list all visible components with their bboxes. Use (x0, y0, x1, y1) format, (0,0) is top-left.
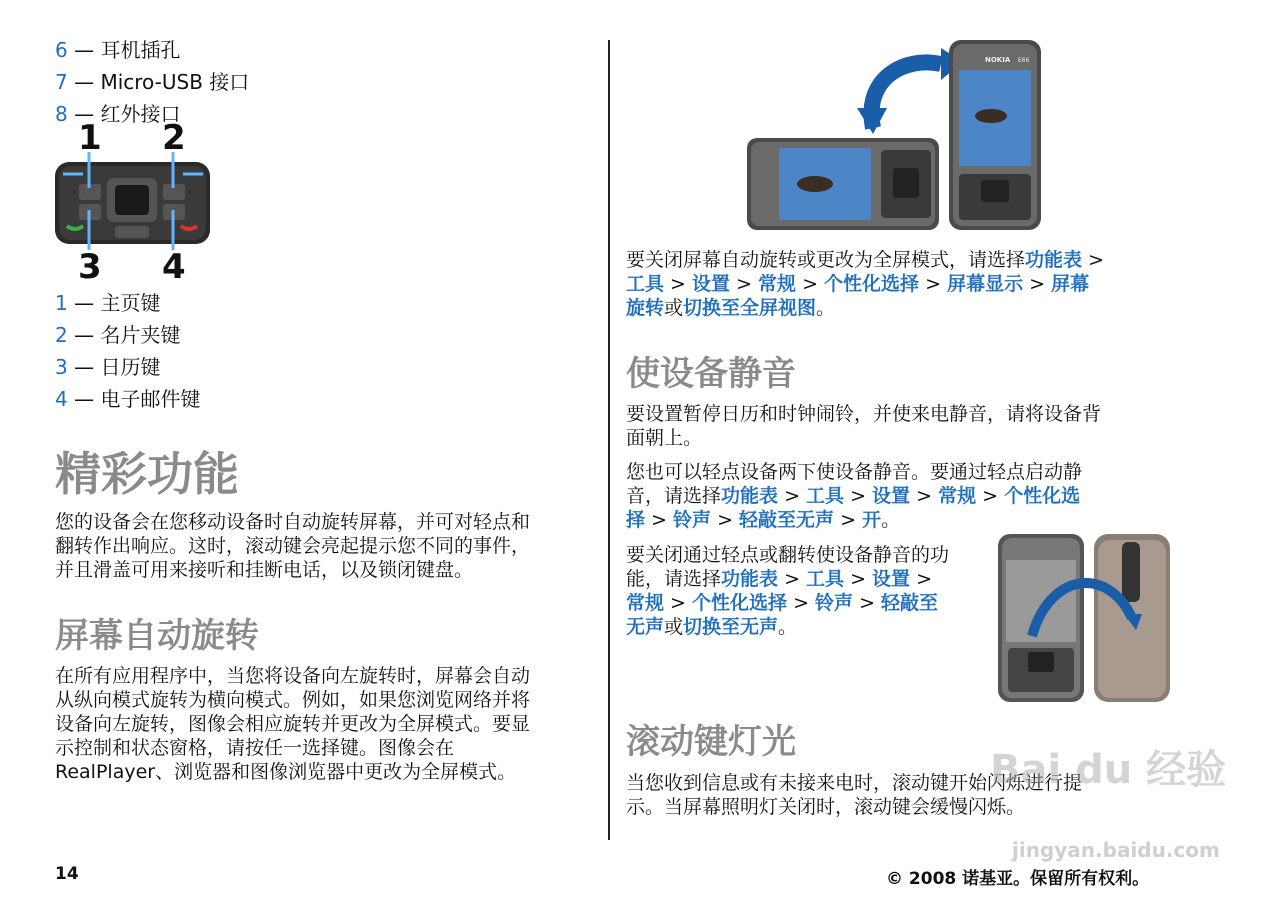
menu-link-personalize[interactable]: 个性化选 (1004, 485, 1081, 507)
key-number: 1 (55, 291, 68, 315)
key-number: 3 (55, 355, 68, 379)
keypad-number-3: 3 (78, 247, 102, 287)
text-line (626, 248, 1104, 272)
watermark-url: jingyan.baidu.com (1012, 838, 1220, 862)
key-item-4 (55, 387, 200, 411)
menu-link-tones[interactable]: 铃声 (673, 509, 712, 531)
menu-link-settings[interactable]: 设置 (872, 568, 911, 590)
text-line (626, 615, 949, 639)
dash: — (67, 355, 101, 379)
text-line: 当您收到信息或有未接来电时，滚动键开始闪烁进行提 (626, 772, 1083, 794)
text: 能，请选择 (626, 568, 722, 590)
separator: > (834, 509, 863, 531)
separator: > (1023, 273, 1052, 295)
rotate-setting-paragraph (626, 248, 1104, 320)
separator: > (787, 592, 816, 614)
port-label: Micro-USB 接口 (100, 70, 250, 94)
text-line: 您也可以轻点设备两下使设备静音。要通过轻点启动静 (626, 461, 1083, 483)
menu-link-settings[interactable]: 设置 (692, 273, 731, 295)
menu-link-functions[interactable]: 功能表 (1025, 249, 1083, 271)
text-line (626, 296, 1104, 320)
features-paragraph (55, 510, 530, 582)
keypad-number-1: 1 (78, 118, 102, 158)
menu-link-fullscreen[interactable]: 切换至全屏视图 (683, 297, 817, 319)
separator: > (919, 273, 948, 295)
dash: — (67, 38, 101, 62)
menu-link-tones[interactable]: 铃声 (815, 592, 854, 614)
key-number: 2 (55, 323, 68, 347)
key-label: 日历键 (100, 355, 161, 379)
port-label: 耳机插孔 (100, 38, 181, 62)
keypad-number-2: 2 (162, 118, 186, 158)
separator: > (910, 485, 939, 507)
menu-link-tap-silence[interactable]: 轻敲至无声 (739, 509, 835, 531)
text-line (626, 591, 949, 615)
menu-link-general[interactable]: 常规 (626, 592, 665, 614)
key-item-3 (55, 355, 160, 379)
phone-model-label: E66 (1018, 57, 1030, 64)
separator: > (778, 485, 807, 507)
menu-link-personalize-cont[interactable]: 择 (626, 509, 646, 531)
silence-paragraph-3 (626, 543, 949, 639)
text: 。 (816, 297, 836, 319)
scroll-heading: 滚动键灯光 (626, 722, 796, 762)
text-line: 并且滑盖可用来接听和挂断电话，以及锁闭键盘。 (55, 559, 474, 581)
separator: > (853, 592, 882, 614)
separator: > (844, 568, 873, 590)
column-divider (608, 40, 610, 840)
text-line: 您的设备会在您移动设备时自动旋转屏幕，并可对轻点和 (55, 511, 531, 533)
menu-link-general[interactable]: 常规 (938, 485, 977, 507)
text-line: RealPlayer、浏览器和图像浏览器中更改为全屏模式。 (55, 761, 517, 783)
dash: — (67, 102, 101, 126)
silence-heading: 使设备静音 (626, 354, 796, 394)
menu-link-on[interactable]: 开 (862, 509, 882, 531)
text: 。 (881, 509, 901, 531)
text-line (626, 484, 1082, 508)
phone-flip-illustration (996, 532, 1172, 704)
separator: > (778, 568, 807, 590)
text-line: 示控制和状态窗格，请按任一选择键。图像会在 (55, 737, 455, 759)
rotate-heading: 屏幕自动旋转 (55, 616, 259, 656)
copyright: © 2008 诺基亚。保留所有权利。 (886, 869, 1150, 889)
menu-link-switch-silent[interactable]: 切换至无声 (683, 616, 779, 638)
menu-link-tools[interactable]: 工具 (806, 485, 845, 507)
menu-link-tools[interactable]: 工具 (626, 273, 665, 295)
key-label: 电子邮件键 (100, 387, 201, 411)
port-number: 8 (55, 102, 68, 126)
text-line: 要关闭通过轻点或翻转使设备静音的功 (626, 544, 950, 566)
separator: > (910, 568, 933, 590)
dash: — (67, 323, 101, 347)
text: 或 (664, 616, 684, 638)
port-number: 7 (55, 70, 68, 94)
menu-link-screen[interactable]: 屏幕 (1051, 273, 1090, 295)
key-item-1 (55, 291, 160, 315)
separator: > (711, 509, 740, 531)
text-line: 设备向左旋转，图像会相应旋转并更改为全屏模式。要显 (55, 713, 531, 735)
menu-link-display[interactable]: 屏幕显示 (947, 273, 1024, 295)
text: 。 (778, 616, 798, 638)
menu-link-rotate[interactable]: 旋转 (626, 297, 665, 319)
text-line: 示。当屏幕照明灯关闭时，滚动键会缓慢闪烁。 (626, 796, 1026, 818)
text: 或 (664, 297, 684, 319)
key-label: 主页键 (100, 291, 161, 315)
menu-link-personalize[interactable]: 个性化选择 (824, 273, 920, 295)
text-line: 要设置暂停日历和时钟闹铃，并使来电静音，请将设备背 (626, 403, 1102, 425)
menu-link-general[interactable]: 常规 (758, 273, 797, 295)
rotating-phone-icon (745, 38, 1045, 234)
page-number: 14 (55, 864, 79, 884)
silence-paragraph-1 (626, 402, 1101, 450)
dash: — (67, 291, 101, 315)
flip-phone-icon (996, 532, 1172, 704)
text: 要关闭屏幕自动旋转或更改为全屏模式，请选择 (626, 249, 1026, 271)
key-item-2 (55, 323, 180, 347)
phone-rotation-illustration (745, 38, 1045, 234)
separator: > (664, 592, 693, 614)
menu-link-tools[interactable]: 工具 (806, 568, 845, 590)
port-number: 6 (55, 38, 68, 62)
watermark-logo: Bai du 经验 (990, 747, 1227, 793)
separator: > (1082, 249, 1104, 271)
port-item-6 (55, 38, 180, 62)
text-line (626, 508, 1082, 532)
dash: — (67, 70, 101, 94)
text-line: 翻转作出响应。这时，滚动键会亮起提示您不同的事件， (55, 535, 531, 557)
separator: > (645, 509, 674, 531)
silence-paragraph-2 (626, 460, 1082, 532)
menu-link-settings[interactable]: 设置 (872, 485, 911, 507)
keypad-number-4: 4 (162, 247, 186, 287)
text-line: 在所有应用程序中，当您将设备向左旋转时，屏幕会自动 (55, 665, 531, 687)
port-item-7 (55, 70, 249, 94)
text: 音，请选择 (626, 485, 722, 507)
separator: > (844, 485, 873, 507)
menu-link-personalize[interactable]: 个性化选择 (692, 592, 788, 614)
phone-brand-label: NOKIA (985, 56, 1011, 64)
rotate-paragraph (55, 664, 530, 784)
text-line: 从纵向模式旋转为横向模式。例如，如果您浏览网络并将 (55, 689, 531, 711)
text-line (626, 272, 1104, 296)
separator: > (796, 273, 825, 295)
features-heading: 精彩功能 (55, 447, 239, 501)
key-number: 4 (55, 387, 68, 411)
separator: > (976, 485, 1005, 507)
menu-link-functions[interactable]: 功能表 (721, 568, 779, 590)
dash: — (67, 387, 101, 411)
menu-link-silent[interactable]: 无声 (626, 616, 665, 638)
menu-link-tap-to[interactable]: 轻敲至 (881, 592, 939, 614)
separator: > (664, 273, 693, 295)
separator: > (730, 273, 759, 295)
menu-link-functions[interactable]: 功能表 (721, 485, 779, 507)
text-line: 面朝上。 (626, 427, 703, 449)
port-label: 红外接口 (100, 102, 181, 126)
text-line (626, 567, 949, 591)
key-label: 名片夹键 (100, 323, 181, 347)
